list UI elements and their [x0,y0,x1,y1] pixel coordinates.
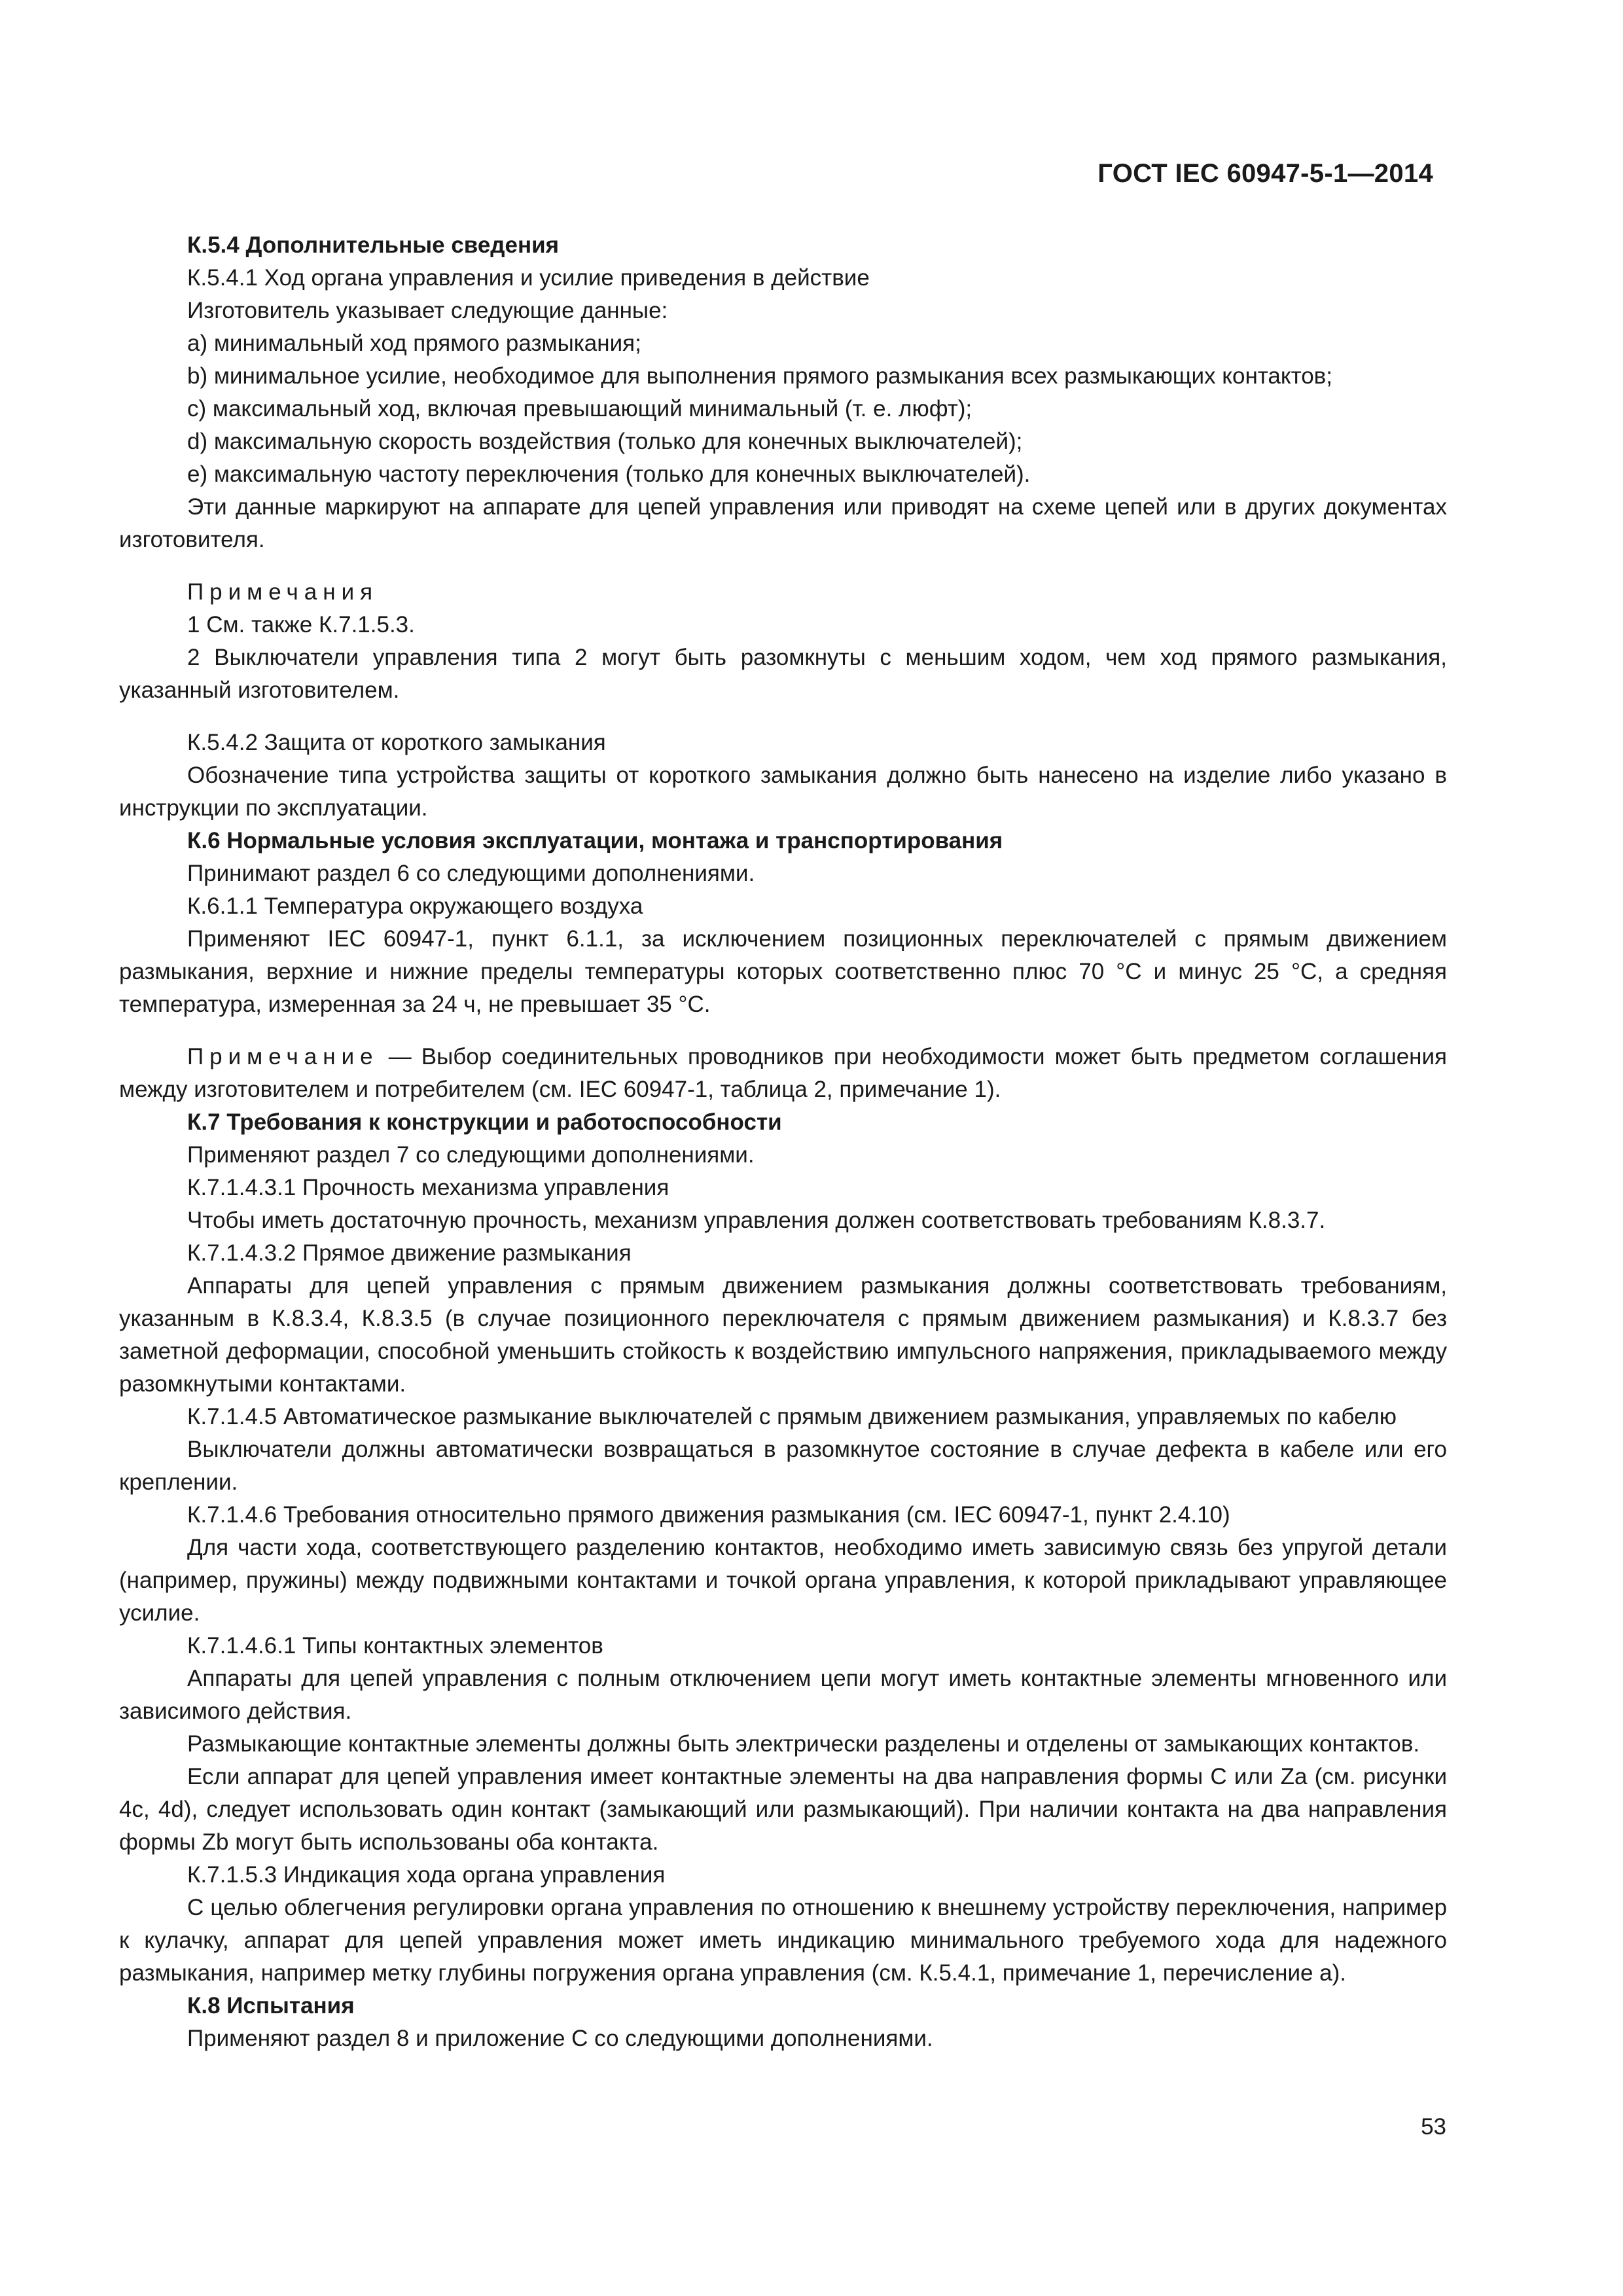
paragraph: К.5.4.1 Ход органа управления и усилие приведения в действие [187,265,870,291]
paragraph: Размыкающие контактные элементы должны быть электрически разделены и отделены от замыкающих контактов. [187,1731,1420,1757]
paragraph: 2 Выключатели управления типа 2 могут быть разомкнуты с меньшим ходом, чем ход прямого размыкания, указанный изготовителем. [119,645,1447,703]
paragraph: К.5.4.2 Защита от короткого замыкания [187,730,606,755]
paragraph: Изготовитель указывает следующие данные: [187,298,668,323]
section-heading: К.6 Нормальные условия эксплуатации, монтажа и транспортирования [187,828,1003,853]
paragraph: К.7.1.4.6.1 Типы контактных элементов [187,1633,603,1659]
paragraph: Эти данные маркируют на аппарате для цепей управления или приводят на схеме цепей или в других документах изготовителя. [119,494,1447,552]
notes-title: Примечания [187,579,379,605]
paragraph: b) минимальное усилие, необходимое для выполнения прямого размыкания всех размыкающих контактов; [187,363,1332,389]
note-paragraph [119,1041,1447,1106]
paragraph: e) максимальную частоту переключения (только для конечных выключателей). [187,461,1031,487]
paragraph: К.7.1.4.6 Требования относительно прямого движения размыкания (см. IEC 60947-1, пункт 2.4.10) [187,1502,1230,1528]
standard-designation: ГОСТ IEC 60947-5-1—2014 [1097,159,1433,188]
note-label: Примечание [187,1044,379,1069]
paragraph: Для части хода, соответствующего разделению контактов, необходимо иметь зависимую связь без упругой детали (например, пружины) между подвижными контактами и точкой органа управления, к которой прикладывают управляющее усилие. [119,1535,1447,1626]
paragraph: c) максимальный ход, включая превышающий минимальный (т. е. люфт); [187,396,972,422]
paragraph: Выключатели должны автоматически возвращаться в разомкнутое состояние в случае дефекта в кабеле или его креплении. [119,1437,1447,1495]
paragraph: К.7.1.4.3.2 Прямое движение размыкания [187,1240,632,1266]
paragraph: К.6.1.1 Температура окружающего воздуха [187,893,643,919]
paragraph: К.7.1.4.5 Автоматическое размыкание выключателей с прямым движением размыкания, управляемых по кабелю [187,1404,1397,1429]
page-number: 53 [1421,2114,1446,2140]
paragraph: Применяют раздел 8 и приложение С со следующими дополнениями. [187,2026,933,2051]
paragraph: Чтобы иметь достаточную прочность, механизм управления должен соответствовать требованиям К.8.3.7. [187,1208,1326,1233]
paragraph: Принимают раздел 6 со следующими дополнениями. [187,861,755,886]
document-body [119,229,1447,2055]
section-heading: К.8 Испытания [187,1993,355,2018]
paragraph: Применяют IEC 60947-1, пункт 6.1.1, за исключением позиционных переключателей с прямым движением размыкания, верхние и нижние пределы температуры которых соответственно плюс 70 °С и минус 25 °С, а средняя температура, измеренная за 24 ч, не превышает 35 °С. [119,926,1447,1017]
paragraph: 1 См. также К.7.1.5.3. [187,612,415,637]
paragraph: Аппараты для цепей управления с прямым движением размыкания должны соответствовать требованиям, указанным в К.8.3.4, К.8.3.5 (в случае позиционного переключателя с прямым движением размыкания) и К.8.3.7 без заметной деформации, способной уменьшить стойкость к воздействию импульсного напряжения, прикладываемого между разомкнутыми контактами. [119,1273,1447,1397]
paragraph: С целью облегчения регулировки органа управления по отношению к внешнему устройству переключения, например к кулачку, аппарат для цепей управления может иметь индикацию минимального требуемого хода для надежного размыкания, например метку глубины погружения органа управления (см. К.5.4.1, примечание 1, перечисление а). [119,1895,1447,1986]
paragraph: a) минимальный ход прямого размыкания; [187,331,641,356]
section-heading: К.7 Требования к конструкции и работоспособности [187,1109,782,1135]
paragraph: К.7.1.5.3 Индикация хода органа управления [187,1862,666,1888]
paragraph: Обозначение типа устройства защиты от короткого замыкания должно быть нанесено на изделие либо указано в инструкции по эксплуатации. [119,762,1447,821]
paragraph: d) максимальную скорость воздействия (только для конечных выключателей); [187,429,1023,454]
paragraph: Аппараты для цепей управления с полным отключением цепи могут иметь контактные элементы мгновенного или зависимого действия. [119,1666,1447,1724]
note-text: — Выбор соединительных проводников при необходимости может быть предметом соглашения между изготовителем и потребителем (см. IEC 60947-1, таблица 2, примечание 1). [119,1044,1447,1102]
section-heading: К.5.4 Дополнительные сведения [187,232,560,258]
paragraph: Если аппарат для цепей управления имеет контактные элементы на два направления формы С или Za (см. рисунки 4с, 4d), следует использовать один контакт (замыкающий или размыкающий). При наличии контакта на два направления формы Zb могут быть использованы оба контакта. [119,1764,1447,1855]
paragraph: К.7.1.4.3.1 Прочность механизма управления [187,1175,669,1200]
paragraph: Применяют раздел 7 со следующими дополнениями. [187,1142,755,1168]
